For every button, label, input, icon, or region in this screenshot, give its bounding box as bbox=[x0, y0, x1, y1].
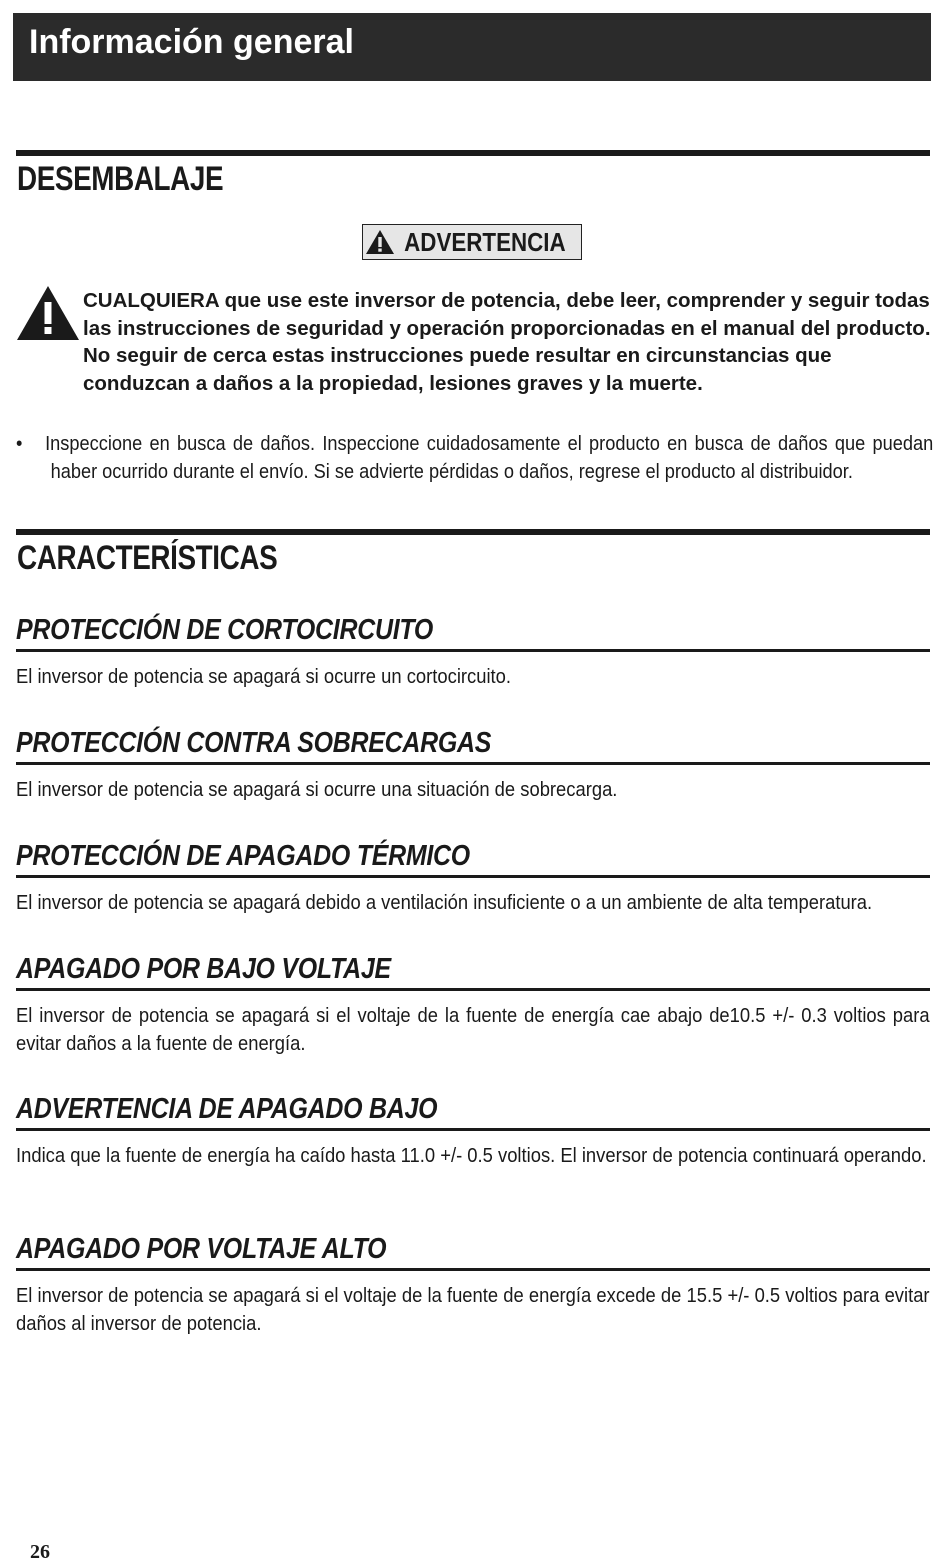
feature-rule bbox=[16, 988, 930, 991]
page-number: 26 bbox=[30, 1541, 50, 1563]
warning-triangle-icon bbox=[16, 284, 80, 342]
header-bar bbox=[13, 13, 931, 81]
warning-triangle-icon bbox=[365, 229, 395, 255]
bullet-icon: • bbox=[16, 433, 23, 455]
section-title-features: CARACTERÍSTICAS bbox=[17, 539, 278, 577]
feature-text: El inversor de potencia se apagará si el voltaje de la fuente de energía excede de 15.5 +/- 0.5 voltios para evitar daños al inversor de potencia. bbox=[16, 1285, 930, 1335]
page-title: Información general bbox=[29, 23, 354, 61]
feature-rule bbox=[16, 1268, 930, 1271]
feature-title: PROTECCIÓN DE CORTOCIRCUITO bbox=[16, 614, 434, 646]
warning-label: ADVERTENCIA bbox=[404, 226, 566, 257]
feature-rule bbox=[16, 875, 930, 878]
feature-text: El inversor de potencia se apagará si ocurre un cortocircuito. bbox=[16, 666, 512, 688]
warning-badge bbox=[362, 224, 582, 260]
section-title-unpacking: DESEMBALAJE bbox=[17, 160, 224, 198]
feature-rule bbox=[16, 1128, 930, 1131]
warning-text: CUALQUIERA que use este inversor de potencia, debe leer, comprender y seguir todas las instrucciones de seguridad y operación proporcionadas en el manual del producto. No seguir de cerca estas instrucciones puede resultar en circunstancias que conduzcan a daños a la propiedad, lesiones graves y la muerte. bbox=[83, 289, 931, 395]
bullet-text: Inspeccione en busca de daños. Inspeccione cuidadosamente el producto en busca de daños que puedan haber ocurrido durante el envío. Si se advierte pérdidas o daños, regrese el producto al distribuidor. bbox=[45, 433, 934, 483]
feature-title: APAGADO POR VOLTAJE ALTO bbox=[16, 1233, 387, 1265]
feature-title: PROTECCIÓN DE APAGADO TÉRMICO bbox=[16, 840, 470, 872]
feature-text: El inversor de potencia se apagará si el voltaje de la fuente de energía cae abajo de10.5 +/- 0.3 voltios para evitar daños a la fuente de energía. bbox=[16, 1005, 930, 1055]
feature-rule bbox=[16, 649, 930, 652]
feature-title: APAGADO POR BAJO VOLTAJE bbox=[16, 953, 391, 985]
feature-rule bbox=[16, 762, 930, 765]
list-item bbox=[16, 431, 933, 486]
feature-title: PROTECCIÓN CONTRA SOBRECARGAS bbox=[16, 727, 492, 759]
feature-text: El inversor de potencia se apagará si ocurre una situación de sobrecarga. bbox=[16, 779, 618, 801]
feature-text: Indica que la fuente de energía ha caído hasta 11.0 +/- 0.5 voltios. El inversor de potencia continuará operando. bbox=[16, 1145, 927, 1167]
feature-text: El inversor de potencia se apagará debido a ventilación insuficiente o a un ambiente de alta temperatura. bbox=[16, 892, 873, 914]
feature-title: ADVERTENCIA DE APAGADO BAJO bbox=[16, 1093, 438, 1125]
section-rule bbox=[16, 529, 930, 535]
section-rule bbox=[16, 150, 930, 156]
